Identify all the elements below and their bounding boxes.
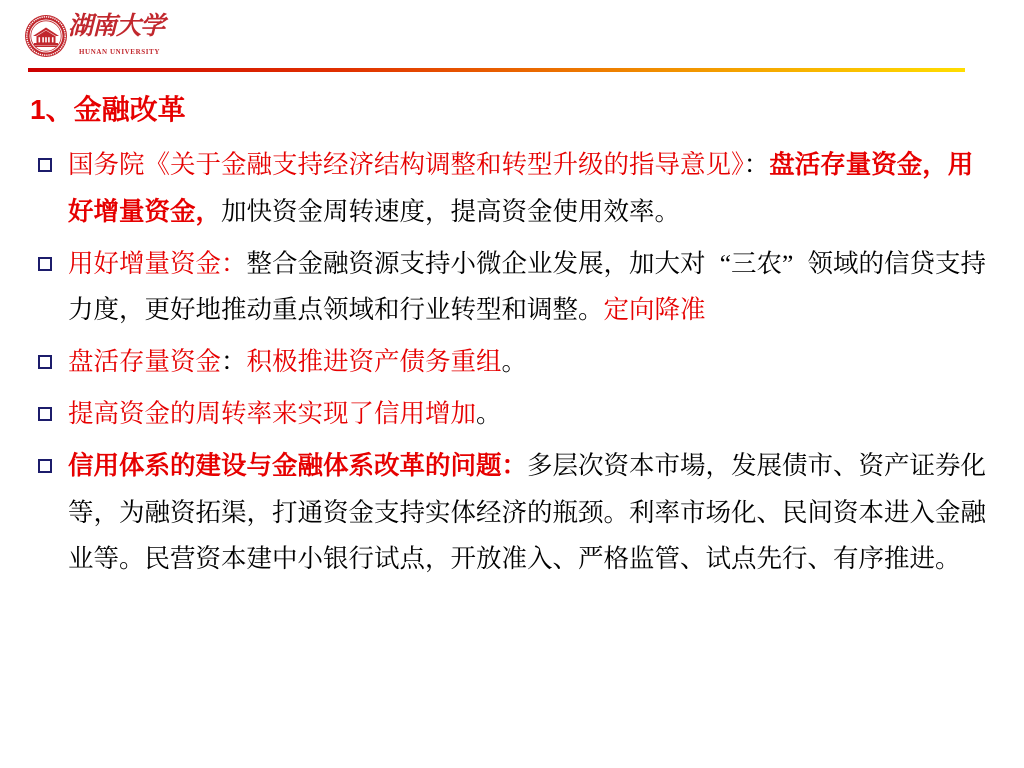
quote-mark: ” [782, 248, 794, 278]
highlighted-text: 定向降准 [603, 296, 706, 324]
body-text: 。 [476, 399, 502, 428]
body-text: ： [743, 150, 770, 179]
header-divider [28, 68, 965, 72]
quote-mark: “ [719, 248, 732, 278]
hollow-square-icon [38, 158, 52, 172]
highlighted-text: 提高资金的周转率来实现了信用增加 [68, 400, 477, 428]
bullet-item [0, 443, 1024, 583]
hollow-square-icon [38, 257, 52, 271]
highlighted-text: 盘活存量资金，用好增量资金， [68, 151, 974, 226]
body-text: 多层次资本市場，发展债市、资产证券化等，为融资拓渠，打通资金支持实体经济的瓶颈。利率市场化、民间资本进入金融业等。民营资本建中小银行试点，开放准入、严格监管、试点先行、有序推进。 [68, 451, 987, 573]
bullet-item [0, 142, 1024, 235]
bullet-item [0, 241, 1024, 334]
bullet-item [0, 339, 1024, 386]
hollow-square-icon [38, 459, 52, 473]
body-text: 加快资金周转速度，提高资金使用效率。 [221, 196, 681, 226]
highlighted-text: 国务院《关于金融支持经济结构调整和转型升级的指导意见》 [68, 151, 744, 179]
highlighted-text: 积极推进资产债务重组 [246, 348, 502, 376]
bullet-text [68, 142, 990, 235]
university-name-english: HUNAN UNIVERSITY [79, 48, 160, 56]
body-text: ： [221, 347, 247, 376]
hollow-square-icon [38, 407, 52, 421]
slide-title: 1、金融改革 [30, 94, 186, 125]
hollow-square-icon [38, 355, 52, 369]
bullet-list [0, 142, 1024, 588]
body-text: 整合金融资源支持小微企业发展，加大对 “三农” 领域的信贷支持力度，更好地推动重点领域和行业转型和调整。 [68, 249, 986, 325]
bullet-item [0, 391, 1024, 438]
highlighted-text: 用好增量资金： [68, 249, 247, 278]
university-name-calligraphy: 湖南大学 [68, 13, 165, 40]
university-logo [0, 0, 200, 64]
body-text: 。 [501, 347, 528, 376]
bullet-text [68, 391, 990, 438]
highlighted-text: 信用体系的建设与金融体系改革的问题： [68, 452, 528, 480]
bullet-text [68, 339, 990, 386]
bullet-text [68, 443, 990, 583]
highlighted-text: 盘活存量资金 [68, 348, 222, 376]
university-seal-icon [24, 14, 68, 58]
bullet-text [68, 241, 990, 334]
